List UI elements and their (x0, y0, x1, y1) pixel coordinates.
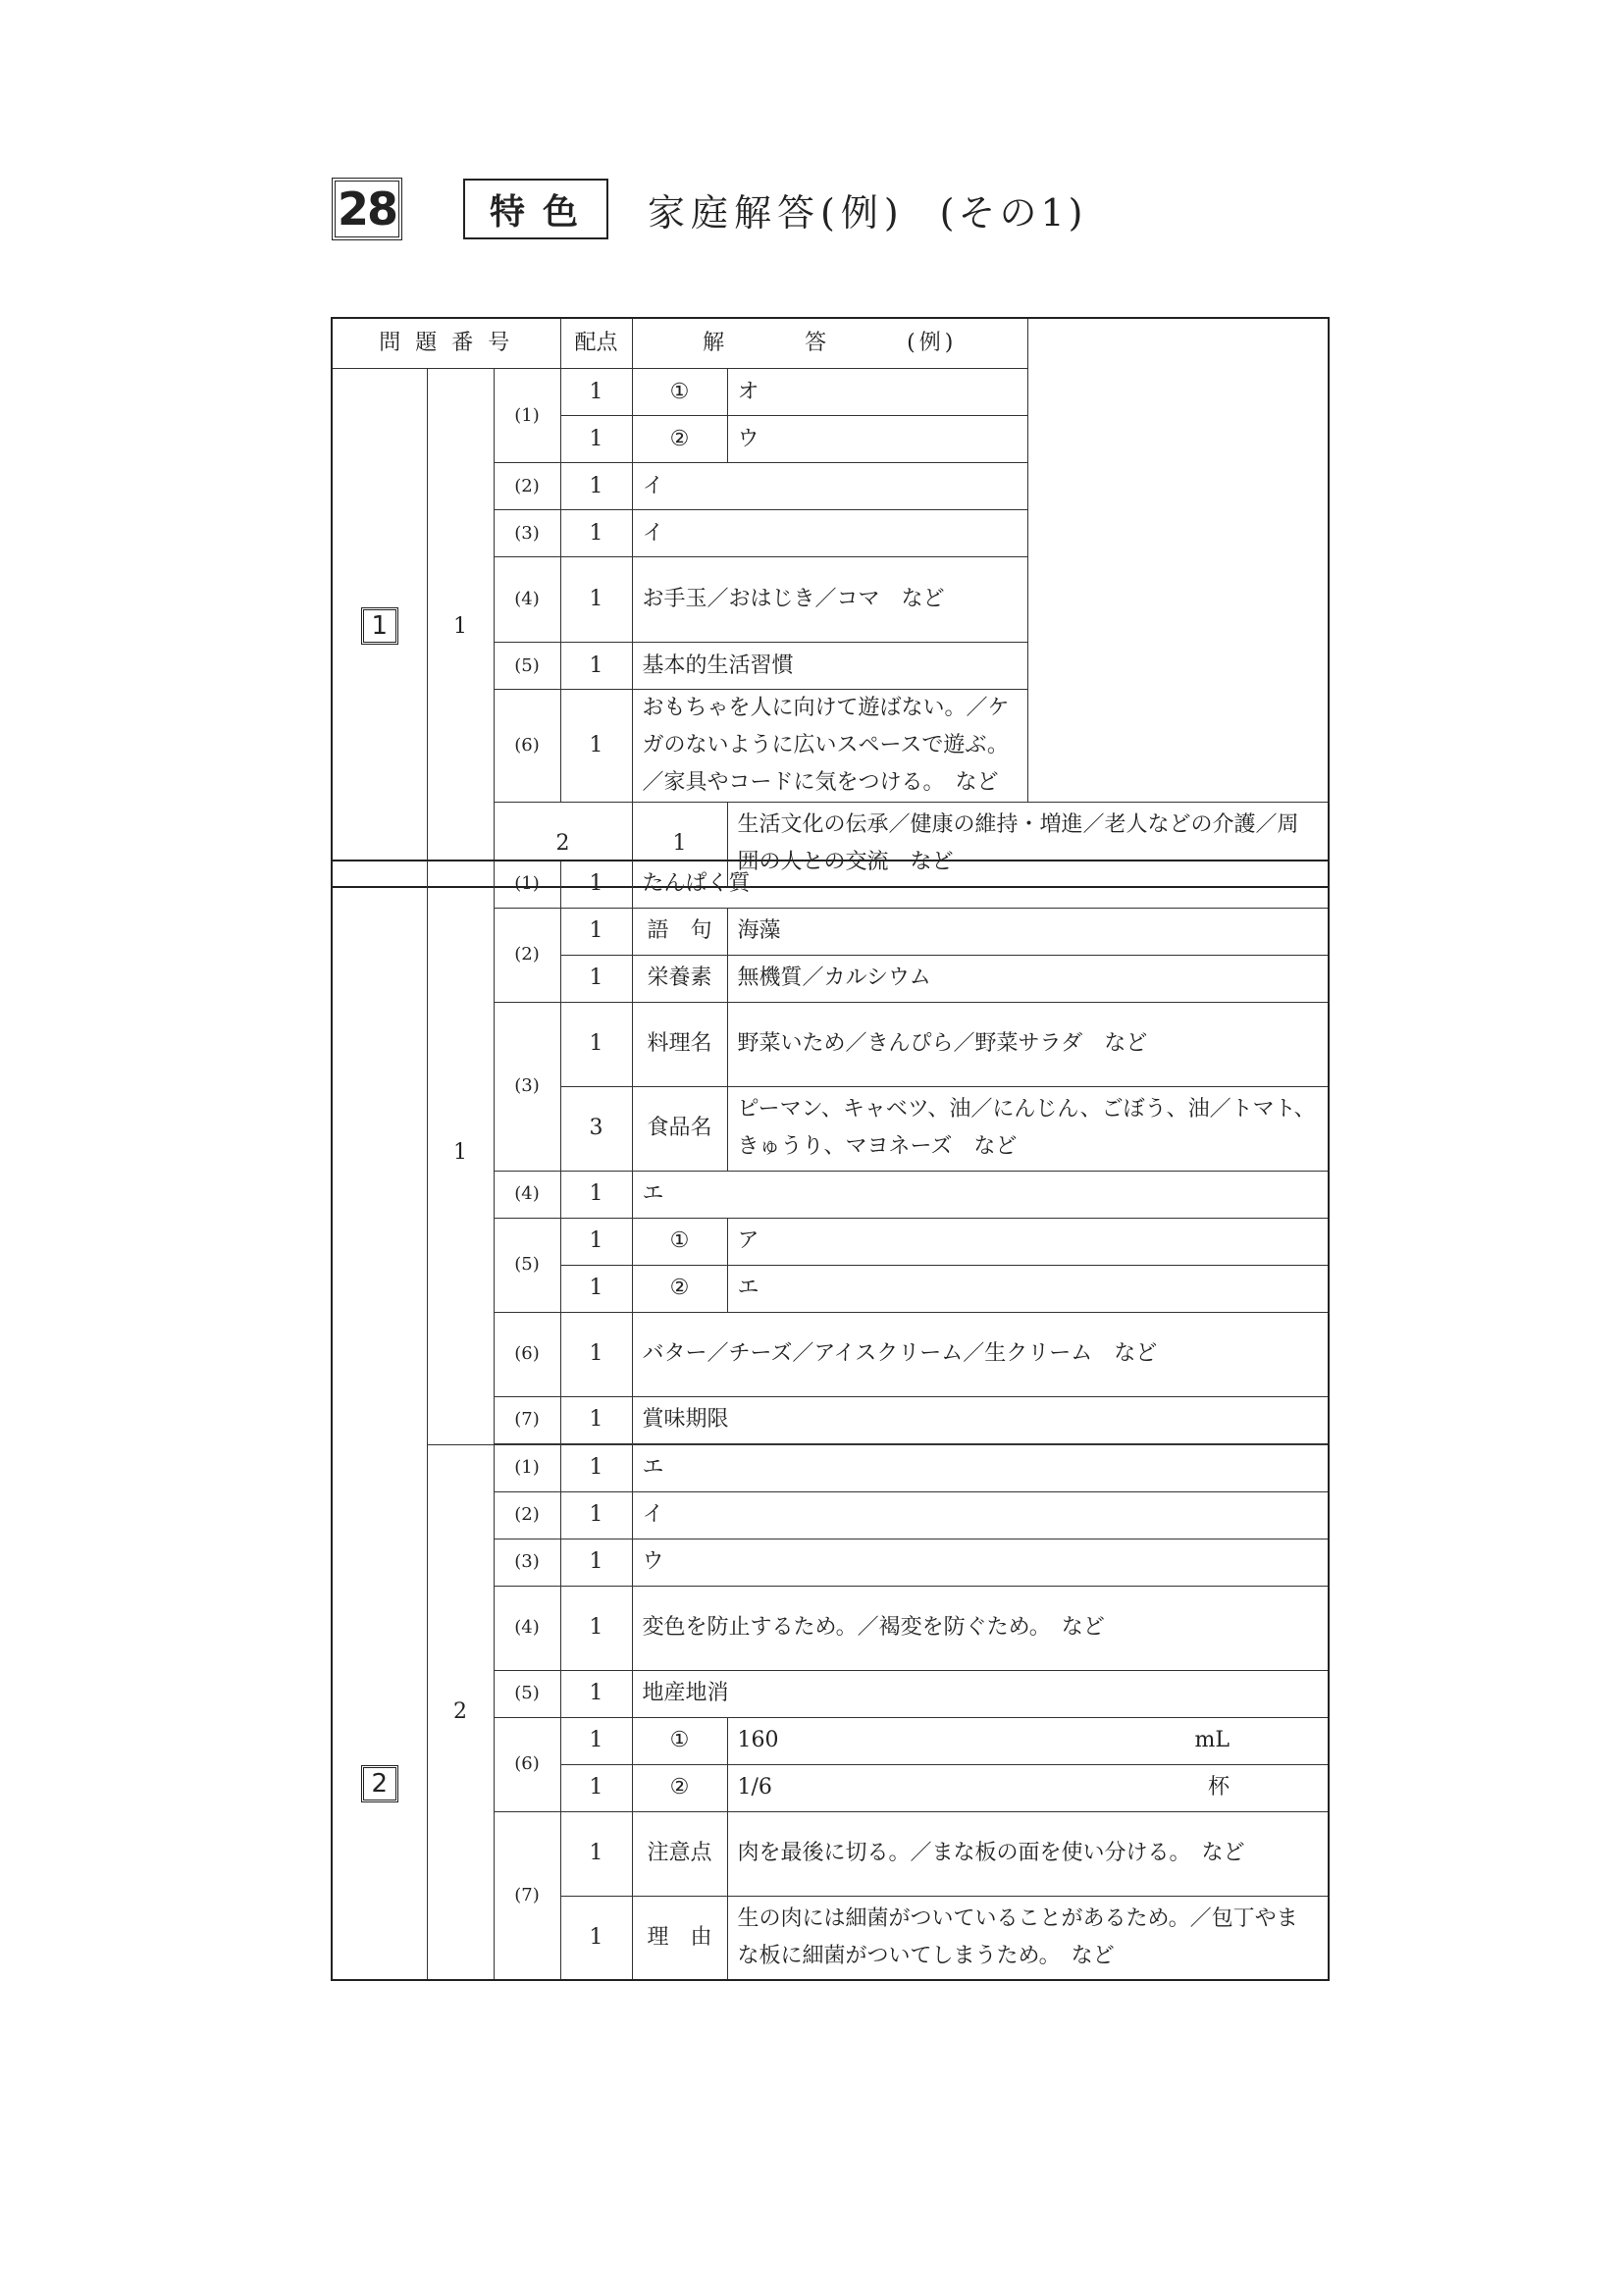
points-cell: 1 (560, 1218, 632, 1265)
points-cell: 1 (560, 463, 632, 510)
answer-cell: エ (632, 1444, 1329, 1491)
answer-cell: オ (727, 369, 1028, 416)
page-part-label: (その1) (939, 190, 1087, 235)
answer-cell: おもちゃを人に向けて遊ばない。／ケガのないように広いスペースで遊ぶ。／家具やコードに気をつける。 など (632, 690, 1028, 803)
answer-cell: 生活文化の伝承／健康の維持・増進／老人などの介護／周囲の人との交流 など (727, 803, 1329, 887)
points-cell: 1 (560, 1312, 632, 1396)
page-title: 家庭解答(例) (648, 190, 905, 235)
answer-cell: ア (727, 1218, 1329, 1265)
points-cell: 1 (560, 557, 632, 643)
part-label: (7) (494, 1811, 560, 1980)
answer-label: 食品名 (632, 1086, 727, 1171)
answer-table-question-2 (331, 860, 1330, 1981)
points-cell: 3 (560, 1086, 632, 1171)
answer-cell: お手玉／おはじき／コマ など (632, 557, 1028, 643)
sub-question-label: 2 (427, 1444, 494, 1980)
part-label: (6) (494, 1312, 560, 1396)
table-row (332, 1444, 1329, 1491)
points-cell: 1 (560, 1586, 632, 1670)
sub-question-label: 1 (427, 369, 494, 887)
part-label: (7) (494, 1396, 560, 1443)
answer-cell: ウ (727, 416, 1028, 463)
answer-label: 語 句 (632, 908, 727, 955)
sub-question-label: 2 (494, 803, 632, 887)
points-cell: 1 (560, 955, 632, 1002)
answer-label: 料理名 (632, 1002, 727, 1086)
table-row (332, 369, 1329, 416)
points-cell: 1 (560, 369, 632, 416)
answer-cell: たんぱく質 (632, 861, 1329, 908)
header-question-number: 問 題 番 号 (332, 318, 560, 369)
points-cell: 1 (560, 1396, 632, 1443)
answer-cell (727, 1764, 1329, 1811)
answer-unit: 杯 (1207, 1775, 1230, 1800)
page-header (332, 175, 1086, 243)
question-1-cell (332, 369, 427, 887)
answer-cell: 海藻 (727, 908, 1329, 955)
part-label: (3) (494, 510, 560, 557)
answer-cell: イ (632, 463, 1028, 510)
points-cell: 1 (560, 643, 632, 690)
answer-table (331, 317, 1330, 888)
header-points: 配点 (560, 318, 632, 369)
answer-cell: 生の肉には細菌がついていることがあるため。／包丁やまな板に細菌がついてしまうため。 など (727, 1896, 1329, 1980)
header-answer: 解 答 (例) (632, 318, 1028, 369)
answer-cell: 野菜いため／きんぴら／野菜サラダ など (727, 1002, 1329, 1086)
answer-cell: バター／チーズ／アイスクリーム／生クリーム など (632, 1312, 1329, 1396)
table-header-row (332, 318, 1329, 369)
answer-cell: イ (632, 510, 1028, 557)
answer-label: ① (632, 1218, 727, 1265)
part-label: (1) (494, 1444, 560, 1491)
answer-cell: イ (632, 1491, 1329, 1539)
answer-cell: 無機質／カルシウム (727, 955, 1329, 1002)
answer-label: ① (632, 369, 727, 416)
points-cell: 1 (560, 1717, 632, 1764)
part-label: (3) (494, 1002, 560, 1171)
part-label: (1) (494, 369, 560, 463)
answer-label: 理 由 (632, 1896, 727, 1980)
points-cell: 1 (560, 1539, 632, 1586)
points-cell: 1 (560, 1896, 632, 1980)
part-label: (5) (494, 1218, 560, 1312)
answer-cell: ピーマン、キャベツ、油／にんじん、ごぼう、油／トマト、きゅうり、マヨネーズ など (727, 1086, 1329, 1171)
points-cell: 1 (560, 861, 632, 908)
answer-cell: エ (632, 1171, 1329, 1218)
question-2-cell (332, 861, 427, 1980)
sub-question-label: 1 (427, 861, 494, 1444)
part-label: (3) (494, 1539, 560, 1586)
points-cell: 1 (560, 416, 632, 463)
points-cell: 1 (560, 1764, 632, 1811)
answer-label: ② (632, 416, 727, 463)
part-label: (2) (494, 908, 560, 1002)
points-cell: 1 (560, 1491, 632, 1539)
question-number-box: 2 (361, 1765, 398, 1802)
table-row (332, 861, 1329, 908)
answer-cell (727, 1717, 1329, 1764)
answer-value: 1/6 (737, 1775, 772, 1800)
answer-cell: 賞味期限 (632, 1396, 1329, 1443)
exam-number-box: 28 (332, 178, 402, 240)
part-label: (5) (494, 1670, 560, 1717)
answer-label: 栄養素 (632, 955, 727, 1002)
part-label: (4) (494, 1586, 560, 1670)
part-label: (4) (494, 557, 560, 643)
points-cell: 1 (632, 803, 727, 887)
answer-label: ① (632, 1717, 727, 1764)
answer-cell: ウ (632, 1539, 1329, 1586)
answer-cell: エ (727, 1265, 1329, 1312)
answer-label: ② (632, 1265, 727, 1312)
part-label: (6) (494, 1717, 560, 1811)
points-cell: 1 (560, 908, 632, 955)
part-label: (4) (494, 1171, 560, 1218)
question-number-box: 1 (361, 607, 398, 645)
points-cell: 1 (560, 1171, 632, 1218)
points-cell: 1 (560, 690, 632, 803)
part-label: (5) (494, 643, 560, 690)
answer-cell: 基本的生活習慣 (632, 643, 1028, 690)
points-cell: 1 (560, 1811, 632, 1896)
answer-cell: 肉を最後に切る。／まな板の面を使い分ける。 など (727, 1811, 1329, 1896)
category-badge: 特色 (463, 179, 608, 239)
points-cell: 1 (560, 1670, 632, 1717)
part-label: (1) (494, 861, 560, 908)
points-cell: 1 (560, 1265, 632, 1312)
points-cell: 1 (560, 510, 632, 557)
answer-cell: 地産地消 (632, 1670, 1329, 1717)
answer-label: ② (632, 1764, 727, 1811)
answer-cell: 変色を防止するため。／褐変を防ぐため。 など (632, 1586, 1329, 1670)
points-cell: 1 (560, 1444, 632, 1491)
answer-label: 注意点 (632, 1811, 727, 1896)
part-label: (2) (494, 1491, 560, 1539)
part-label: (2) (494, 463, 560, 510)
answer-value: 160 (737, 1728, 779, 1752)
part-label: (6) (494, 690, 560, 803)
answer-unit: mL (1194, 1728, 1230, 1752)
points-cell: 1 (560, 1002, 632, 1086)
